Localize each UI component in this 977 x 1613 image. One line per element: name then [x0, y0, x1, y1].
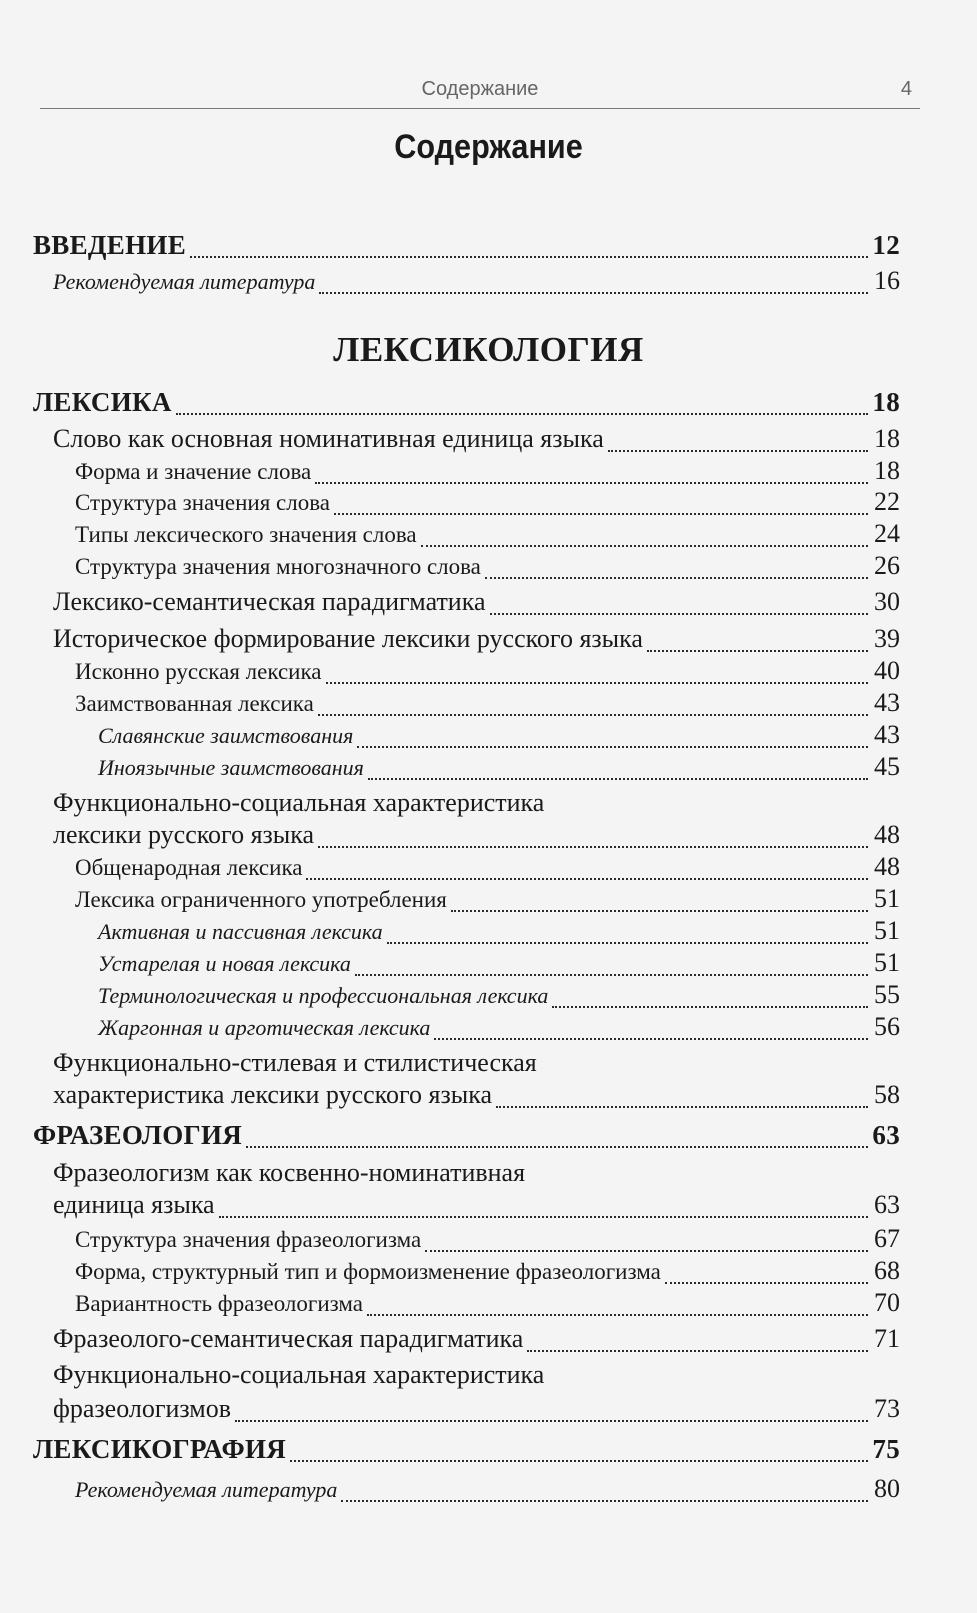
toc-entry-label: Славянские заимствования [98, 723, 354, 748]
leader-dots [496, 1092, 868, 1108]
toc-entry[interactable] [75, 654, 900, 688]
toc-entry-label: ВВЕДЕНИЕ [33, 230, 187, 260]
toc-entry-page: 70 [874, 1288, 900, 1317]
toc-entry-label: Форма и значение слова [75, 459, 312, 484]
leader-dots [176, 399, 868, 415]
toc-entry-page: 63 [874, 1190, 900, 1219]
toc-entry-label-line1: Фразеологизм как косвенно-номинативная [53, 1158, 526, 1187]
toc-entry-leksikografiya[interactable] [33, 1432, 900, 1466]
toc-entry[interactable] [98, 1010, 900, 1044]
leader-dots [355, 960, 868, 976]
toc-entry-label: Общенародная лексика [75, 855, 303, 880]
toc-entry-page: 45 [874, 752, 900, 781]
toc-entry[interactable] [75, 454, 900, 488]
leader-dots [219, 1202, 868, 1218]
toc-entry[interactable] [75, 1222, 900, 1256]
toc-entry-page: 18 [872, 387, 900, 417]
toc-entry[interactable] [75, 882, 900, 916]
toc-entry[interactable] [98, 946, 900, 980]
leader-dots [357, 732, 868, 748]
toc-entry-label: Структура значения слова [75, 490, 330, 515]
toc-entry-page: 51 [874, 948, 900, 977]
toc-entry-leksika[interactable] [33, 385, 900, 419]
toc-entry-label: Лексика ограниченного употребления [75, 887, 447, 912]
toc-entry-label: ЛЕКСИКА [33, 387, 172, 417]
toc-entry[interactable] [53, 818, 900, 852]
page-title: Содержание [394, 128, 583, 166]
toc-entry[interactable] [75, 549, 900, 583]
toc-entry-page: 24 [874, 519, 900, 548]
leader-dots [421, 531, 868, 547]
toc-entry-page: 67 [874, 1224, 900, 1253]
leader-dots [665, 1268, 868, 1284]
toc-entry-page: 75 [872, 1434, 900, 1464]
toc-entry-literature[interactable] [53, 264, 900, 298]
toc-entry-label: Историческое формирование лексики русского языка [53, 624, 643, 653]
toc-entry-page: 12 [872, 230, 900, 260]
leader-dots [341, 1486, 868, 1502]
toc-entry-page: 40 [874, 656, 900, 685]
toc-entry[interactable] [53, 422, 900, 456]
toc-entry-page: 43 [874, 688, 900, 717]
leader-dots [318, 832, 868, 848]
toc-entry-page: 58 [874, 1080, 900, 1109]
toc-entry[interactable] [98, 914, 900, 948]
leader-dots [434, 1024, 868, 1040]
leader-dots [306, 864, 868, 880]
leader-dots [315, 468, 868, 484]
leader-dots [318, 700, 868, 716]
toc-entry-page: 71 [874, 1324, 900, 1353]
toc-entry-label: Структура значения фразеологизма [75, 1227, 422, 1252]
leader-dots [290, 1446, 868, 1462]
toc-entry-page: 16 [874, 266, 900, 295]
toc-entry-label: единица языка [53, 1190, 215, 1219]
leader-dots [235, 1406, 868, 1422]
leader-dots [552, 992, 868, 1008]
toc-entry-label: Терминологическая и профессиональная лексика [98, 983, 549, 1008]
toc-entry-label: Форма, структурный тип и формоизменение фразеологизма [75, 1259, 661, 1284]
leader-dots [608, 436, 868, 452]
toc-entry-label: Фразеолого-семантическая парадигматика [53, 1324, 524, 1353]
toc-entry-label: Устарелая и новая лексика [98, 951, 351, 976]
leader-dots [647, 636, 868, 652]
toc-entry-page: 55 [874, 980, 900, 1009]
toc-entry-label: Иноязычные заимствования [98, 755, 364, 780]
toc-entry-label-line1: Функционально-социальная характеристика [53, 788, 545, 817]
toc-entry-label: ФРАЗЕОЛОГИЯ [33, 1120, 243, 1150]
toc-entry-label-line1: Функционально-социальная характеристика [53, 1360, 545, 1389]
section-title-leksikologiya: ЛЕКСИКОЛОГИЯ [333, 330, 644, 369]
toc-entry-label: характеристика лексики русского языка [53, 1080, 492, 1109]
leader-dots [490, 599, 868, 615]
toc-entry[interactable] [98, 718, 900, 752]
toc-entry-page: 73 [874, 1394, 900, 1423]
leader-dots [190, 242, 868, 258]
toc-entry[interactable] [98, 750, 900, 784]
toc-entry-label: Типы лексического значения слова [75, 522, 417, 547]
toc-entry-page: 39 [874, 624, 900, 653]
toc-entry[interactable] [53, 1078, 900, 1112]
toc-entry[interactable] [75, 485, 900, 519]
toc-entry-page: 48 [874, 852, 900, 881]
toc-entry-label: фразеологизмов [53, 1394, 232, 1423]
leader-dots [387, 928, 868, 944]
toc-entry-page: 51 [874, 916, 900, 945]
toc-entry-vvedenie[interactable] [33, 228, 900, 262]
toc-entry-page: 48 [874, 820, 900, 849]
toc-entry[interactable] [53, 1392, 900, 1426]
toc-entry[interactable] [53, 585, 900, 619]
toc-entry-label: ЛЕКСИКОГРАФИЯ [33, 1434, 287, 1464]
toc-entry-label: Рекомендуемая литература [53, 269, 316, 294]
toc-entry[interactable] [75, 686, 900, 720]
toc-entry[interactable] [53, 1322, 900, 1356]
toc-entry-label: лексики русского языка [53, 820, 315, 849]
leader-dots [319, 278, 868, 294]
toc-entry-label: Вариантность фразеологизма [75, 1291, 363, 1316]
leader-dots [451, 896, 868, 912]
toc-entry[interactable] [75, 1254, 900, 1288]
leader-dots [367, 1300, 868, 1316]
toc-entry[interactable] [75, 517, 900, 551]
toc-entry-page: 43 [874, 720, 900, 749]
toc-entry-page: 26 [874, 551, 900, 580]
toc-entry-page: 51 [874, 884, 900, 913]
toc-entry-label: Слово как основная номинативная единица языка [53, 424, 604, 453]
leader-dots [527, 1336, 868, 1352]
toc-entry[interactable] [75, 850, 900, 884]
leader-dots [334, 499, 868, 515]
toc-entry-frazeologiya[interactable] [33, 1118, 900, 1152]
toc-entry-page: 56 [874, 1012, 900, 1041]
toc-entry-page: 63 [872, 1120, 900, 1150]
toc-entry-page: 18 [874, 424, 900, 453]
leader-dots [368, 764, 868, 780]
toc-entry-label: Жаргонная и арготическая лексика [98, 1015, 431, 1040]
toc-entry-label: Исконно русская лексика [75, 659, 322, 684]
toc-entry[interactable] [98, 978, 900, 1012]
toc-entry-page: 30 [874, 587, 900, 616]
toc-entry-label: Лексико-семантическая парадигматика [53, 587, 486, 616]
toc-entry-page: 22 [874, 487, 900, 516]
toc-entry-page: 18 [874, 456, 900, 485]
running-head-title: Содержание [421, 78, 539, 100]
toc-entry-label: Заимствованная лексика [75, 691, 314, 716]
toc-entry-label: Структура значения многозначного слова [75, 554, 481, 579]
running-head-page-number: 4 [900, 78, 912, 100]
toc-entry-label: Активная и пассивная лексика [98, 919, 383, 944]
toc-entry-label-line1: Функционально-стилевая и стилистическая [53, 1048, 537, 1077]
running-head [40, 78, 920, 109]
leader-dots [246, 1132, 868, 1148]
toc-entry[interactable] [75, 1286, 900, 1320]
leader-dots [425, 1236, 868, 1252]
toc-entry-label: Рекомендуемая литература [75, 1477, 338, 1502]
toc-entry-page: 68 [874, 1256, 900, 1285]
toc-entry-literature[interactable] [75, 1472, 900, 1506]
toc-entry[interactable] [53, 1188, 900, 1222]
toc-entry-page: 80 [874, 1474, 900, 1503]
leader-dots [485, 563, 868, 579]
leader-dots [326, 668, 868, 684]
toc-entry[interactable] [53, 622, 900, 656]
